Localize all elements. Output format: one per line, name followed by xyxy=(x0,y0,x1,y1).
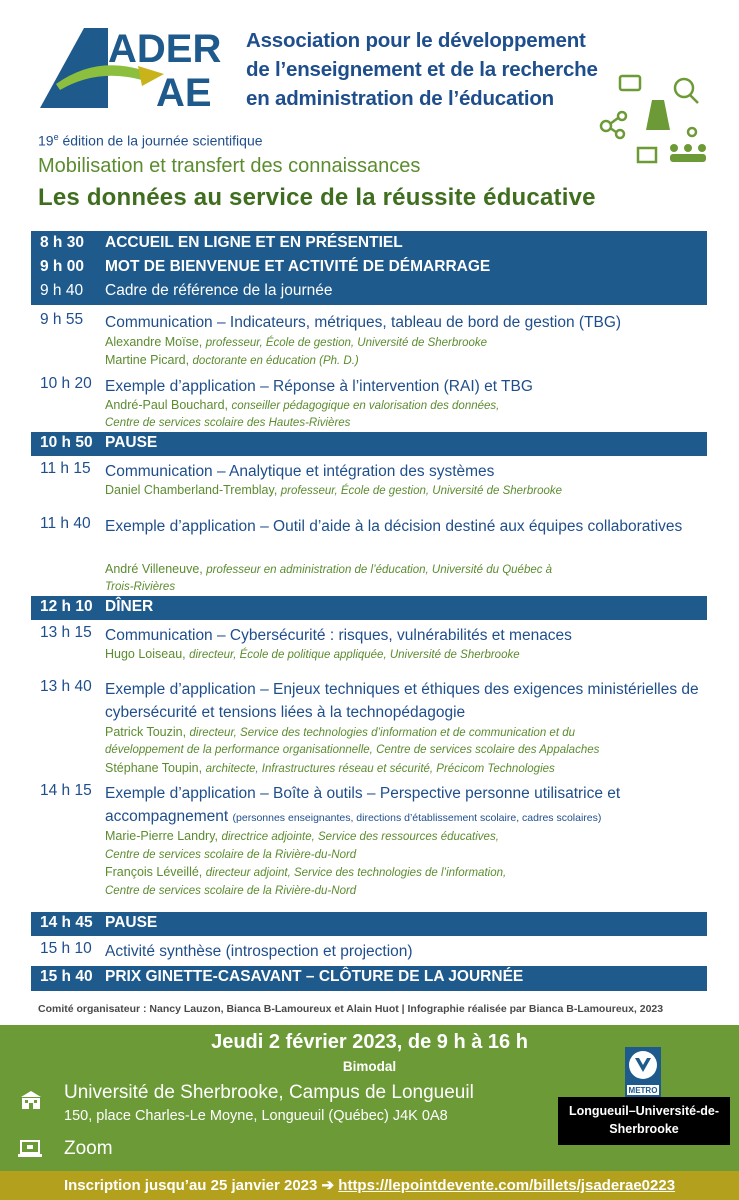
row-label: DÎNER xyxy=(105,598,154,615)
assoc-line-1: Association pour le développement xyxy=(246,29,586,52)
speaker-role: conseiller pédagogique en valorisation des données, xyxy=(231,400,500,412)
row-time: 13 h 15 xyxy=(40,624,92,641)
speaker-role: professeur, École de gestion, Université de Sherbrooke xyxy=(205,337,488,349)
speaker-name: Patrick Touzin, xyxy=(105,725,190,739)
event-date: Jeudi 2 février 2023, de 9 h à 16 h xyxy=(211,1031,528,1053)
row-label: PAUSE xyxy=(105,914,158,931)
speaker-name: Marie-Pierre Landry, xyxy=(105,829,222,843)
speaker-affiliation xyxy=(105,414,705,432)
metro-icon xyxy=(625,1047,661,1097)
speaker xyxy=(105,760,705,778)
row-label: Exemple d’application – Outil d’aide à la décision destiné aux équipes collaboratives xyxy=(105,518,683,535)
laptop-icon xyxy=(18,1140,42,1158)
speaker-role: architecte, Infrastructures réseau et sécurité, Précicom Technologies xyxy=(205,763,555,775)
speaker-role: doctorante en éducation (Ph. D.) xyxy=(192,355,359,367)
speaker-role-cont: développement de la performance organisationnelle, Centre de services scolaire des Appalaches xyxy=(105,744,600,756)
speaker xyxy=(105,646,705,664)
logo-text-bottom: AE xyxy=(156,71,212,110)
row-label: ACCUEIL EN LIGNE ET EN PRÉSENTIEL xyxy=(105,234,403,251)
assoc-line-3: en administration de l’éducation xyxy=(246,87,554,110)
speaker-affiliation xyxy=(105,578,705,596)
page-title: Les données au service de la réussite éducative xyxy=(38,184,596,211)
row-label: Activité synthèse (introspection et projection) xyxy=(105,943,413,960)
row-time: 14 h 15 xyxy=(40,782,92,799)
folder-icon xyxy=(638,148,656,162)
row-time: 10 h 50 xyxy=(40,434,93,451)
association-name xyxy=(246,26,598,113)
row-time: 15 h 40 xyxy=(40,968,93,985)
speaker xyxy=(105,864,705,882)
speaker xyxy=(105,397,705,415)
row-time: 10 h 20 xyxy=(40,375,92,392)
row-time: 15 h 10 xyxy=(40,940,92,957)
speaker-name: Daniel Chamberland-Tremblay, xyxy=(105,483,281,497)
pause-bar xyxy=(31,912,707,936)
schedule-row xyxy=(31,258,707,282)
speaker-role-cont: Centre de services scolaire de la Rivière-du-Nord xyxy=(105,885,357,897)
speaker-affiliation xyxy=(105,741,705,759)
speaker xyxy=(105,828,705,846)
people-icon xyxy=(670,144,678,152)
ader-ae-logo xyxy=(38,24,234,110)
speaker-affiliation xyxy=(105,846,705,864)
speaker xyxy=(105,561,705,579)
row-label-text: Exemple d’application – Boîte à outils – Perspective personne utilisatrice et accompagnement xyxy=(105,785,621,825)
logo-text-top: ADER xyxy=(108,27,222,71)
assoc-line-2: de l’enseignement et de la recherche xyxy=(246,58,598,81)
row-time: 11 h 15 xyxy=(40,460,91,477)
edition-superscript: e xyxy=(53,132,59,142)
speaker-role: directeur adjoint, Service des technologies de l’information, xyxy=(205,867,507,879)
row-time: 12 h 10 xyxy=(40,598,93,615)
schedule-row xyxy=(31,282,707,306)
theme: Mobilisation et transfert des connaissances xyxy=(38,155,421,177)
lunch-bar xyxy=(31,596,707,620)
row-label xyxy=(105,782,705,830)
row-label: PAUSE xyxy=(105,434,158,451)
row-label: Communication – Indicateurs, métriques, tableau de bord de gestion (TBG) xyxy=(105,314,622,331)
venue-name: Université de Sherbrooke, Campus de Longueuil xyxy=(64,1082,474,1103)
pause-bar xyxy=(31,432,707,456)
speaker-name: Hugo Loiseau, xyxy=(105,647,190,661)
row-time: 8 h 30 xyxy=(40,234,84,251)
registration-link[interactable]: https://lepointdevente.com/billets/jsaderae0223 xyxy=(338,1177,676,1194)
monitor-icon xyxy=(620,76,640,90)
opening-block xyxy=(31,231,707,305)
speaker xyxy=(105,724,705,742)
speaker xyxy=(105,482,705,500)
venue-address: 150, place Charles-Le Moyne, Longueuil (Québec) J4K 0A8 xyxy=(64,1108,448,1124)
registration-text: Inscription jusqu’au 25 janvier 2023 ➔ xyxy=(63,1177,339,1194)
online-platform: Zoom xyxy=(64,1138,113,1159)
registration-banner xyxy=(0,1171,739,1200)
row-time: 11 h 40 xyxy=(40,515,91,532)
road-icon xyxy=(646,100,670,130)
metro-station: Longueuil–Université-de-Sherbrooke xyxy=(558,1097,730,1145)
row-label: MOT DE BIENVENUE ET ACTIVITÉ DE DÉMARRAGE xyxy=(105,258,491,275)
speaker-role: directrice adjointe, Service des ressources éducatives, xyxy=(221,831,499,843)
edition-text: édition de la journée scientifique xyxy=(58,132,263,149)
row-label: Communication – Analytique et intégration des systèmes xyxy=(105,463,495,480)
speaker-name: André-Paul Bouchard, xyxy=(105,398,232,412)
network-icon xyxy=(601,121,611,131)
speaker-role: directeur, Service des technologies d’information et de communication et du xyxy=(189,727,575,739)
data-icons-cluster xyxy=(592,70,712,170)
edition-number: 19 xyxy=(38,132,54,149)
event-mode: Bimodal xyxy=(342,1059,397,1074)
row-label: Cadre de référence de la journée xyxy=(105,282,333,299)
row-label-note: (personnes enseignantes, directions d’établissement scolaire, cadres scolaires) xyxy=(232,812,602,824)
speaker-role-cont: Centre de services scolaire de la Rivière-du-Nord xyxy=(105,849,357,861)
closing-bar xyxy=(31,966,707,991)
building-icon xyxy=(20,1090,42,1110)
row-label: Communication – Cybersécurité : risques, vulnérabilités et menaces xyxy=(105,627,572,644)
speaker xyxy=(105,334,705,352)
speaker-name: Alexandre Moïse, xyxy=(105,335,206,349)
speaker-role: directeur, École de politique appliquée, Université de Sherbrooke xyxy=(189,649,520,661)
speaker-name: André Villeneuve, xyxy=(105,562,207,576)
speaker-name: Stéphane Toupin, xyxy=(105,761,206,775)
row-label: Exemple d’application – Réponse à l’intervention (RAI) et TBG xyxy=(105,378,533,395)
organizing-committee: Comité organisateur : Nancy Lauzon, Bianca B-Lamoureux et Alain Huot | Infographie réalisée par Bianca B-Lamoureux, 2023 xyxy=(38,1003,664,1015)
speaker-role-cont: Trois-Rivières xyxy=(105,581,176,593)
row-time: 14 h 45 xyxy=(40,914,93,931)
edition-line xyxy=(38,132,263,149)
row-time: 9 h 00 xyxy=(40,258,84,275)
row-time: 9 h 40 xyxy=(40,282,84,299)
speaker-name: Martine Picard, xyxy=(105,353,193,367)
row-label: Exemple d’application – Enjeux techniques et éthiques des exigences ministérielles de cybersécurité et tensions liées à la technopédagogie xyxy=(105,681,699,721)
schedule-row xyxy=(31,234,707,258)
speaker-affiliation xyxy=(105,882,705,900)
speaker-role: professeur en administration de l’éducation, Université du Québec à xyxy=(206,564,553,576)
row-time: 9 h 55 xyxy=(40,311,84,328)
speaker-role-cont: Centre de services scolaire des Hautes-Rivières xyxy=(105,417,351,429)
magnifier-icon xyxy=(675,79,693,97)
speaker-name: François Léveillé, xyxy=(105,865,206,879)
metro-label: METRO xyxy=(628,1086,658,1095)
speaker-role: professeur, École de gestion, Université de Sherbrooke xyxy=(280,485,563,497)
row-label: PRIX GINETTE-CASAVANT – CLÔTURE DE LA JOURNÉE xyxy=(105,968,524,985)
lightbulb-icon xyxy=(688,128,696,136)
speaker xyxy=(105,352,705,370)
row-time: 13 h 40 xyxy=(40,678,92,695)
